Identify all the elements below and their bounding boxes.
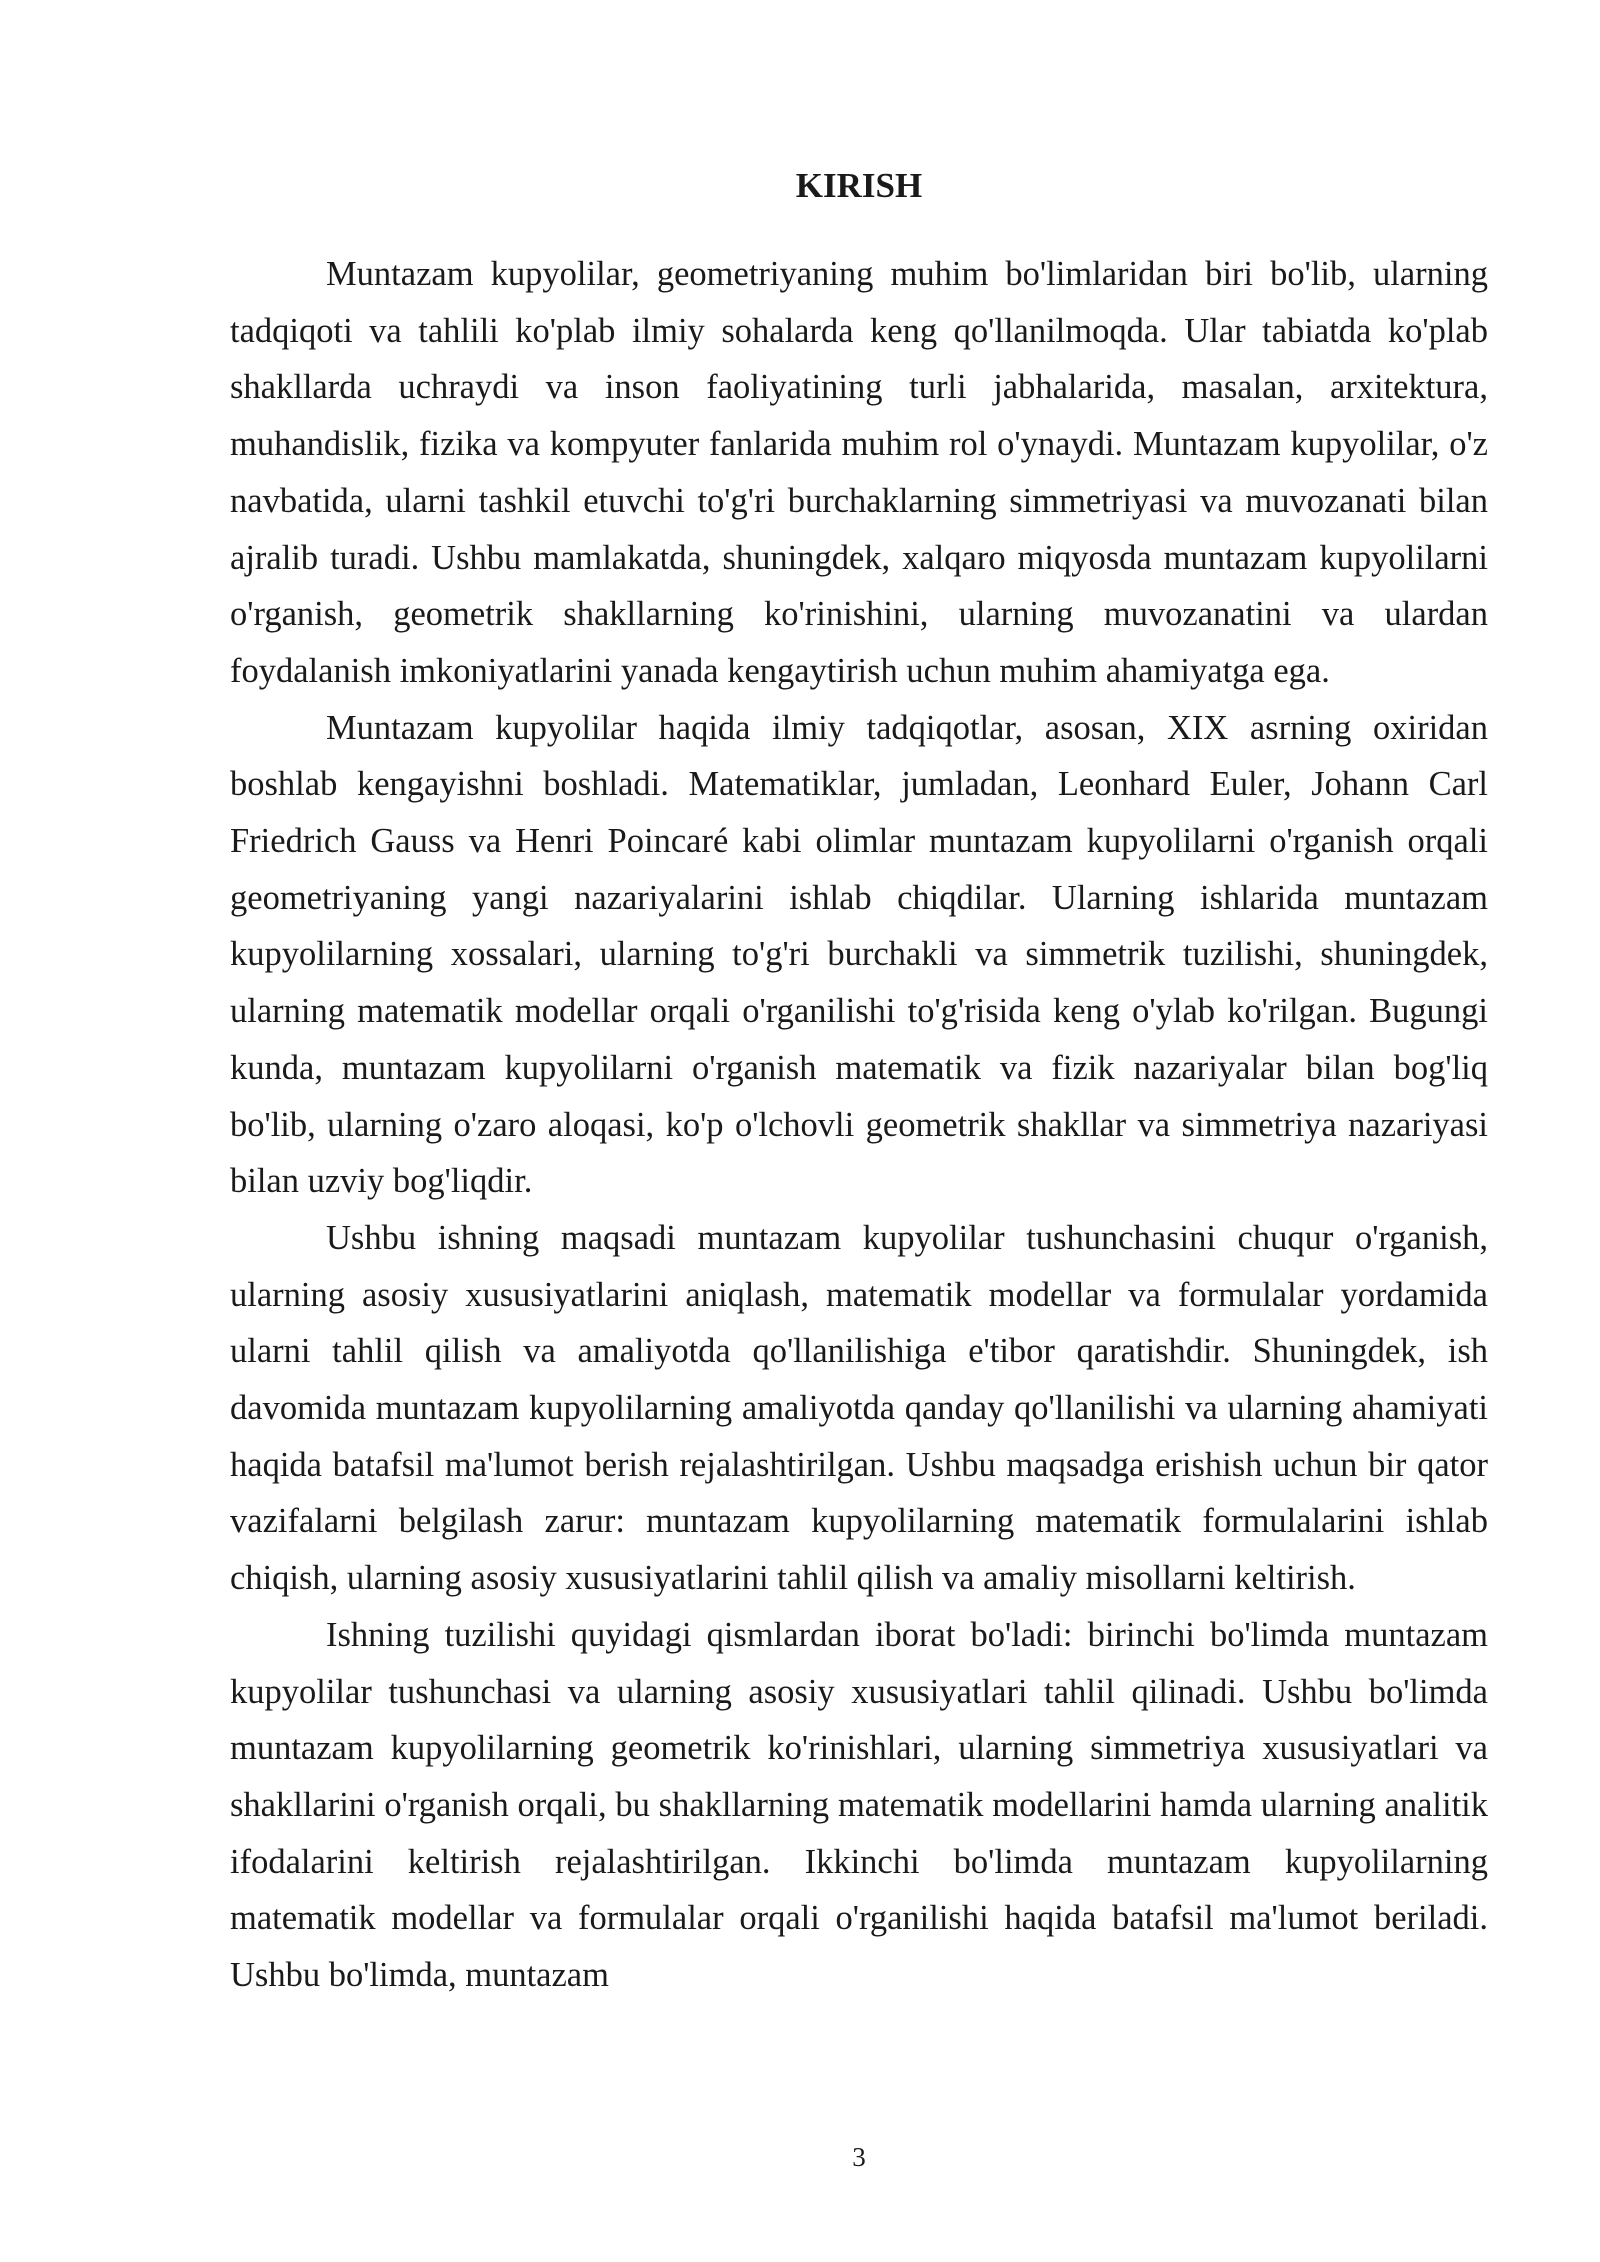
page-number: 3 [852, 2142, 866, 2172]
paragraph-1: Muntazam kupyolilar, geometriyaning muhim bo'limlaridan biri bo'lib, ularning tadqiqoti va tahlili ko'plab ilmiy sohalarda keng qo'llanilmoqda. Ular tabiatda ko'plab shakllarda uchraydi va inson faoliyatining turli jabhalarida, masalan, arxitektura, muhandislik, fizika va kompyuter fanlarida muhim rol o'ynaydi. Muntazam kupyolilar, o'z navbatida, ularni tashkil etuvchi to'g'ri burchaklarning simmetriyasi va muvozanati bilan ajralib turadi. Ushbu mamlakatda, shuningdek, xalqaro miqyosda muntazam kupyolilarni o'rganish, geometrik shakllarning ko'rinishini, ularning muvozanatini va ulardan foydalanish imkoniyatlarini yanada kengaytirish uchun muhim ahamiyatga ega. [230, 255, 1488, 690]
page-title: KIRISH [795, 166, 923, 205]
body-text [230, 246, 1488, 2174]
paragraph-3: Ushbu ishning maqsadi muntazam kupyolilar tushunchasini chuqur o'rganish, ularning asosiy xususiyatlarini aniqlash, matematik modellar va formulalar yordamida ularni tahlil qilish va amaliyotda qo'llanilishiga e'tibor qaratishdir. Shuningdek, ish davomida muntazam kupyolilarning amaliyotda qanday qo'llanilishi va ularning ahamiyati haqida batafsil ma'lumot berish rejalashtirilgan. Ushbu maqsadga erishish uchun bir qator vazifalarni belgilash zarur: muntazam kupyolilarning matematik formulalarini ishlab chiqish, ularning asosiy xususiyatlarini tahlil qilish va amaliy misollarni keltirish. [230, 1218, 1488, 1598]
paragraph-4: Ishning tuzilishi quyidagi qismlardan iborat bo'ladi: birinchi bo'limda muntazam kupyolilar tushunchasi va ularning asosiy xususiyatlari tahlil qilinadi. Ushbu bo'limda muntazam kupyolilarning geometrik ko'rinishlari, ularning simmetriya xususiyatlari va shakllarini o'rganish orqali, bu shakllarning matematik modellarini hamda ularning analitik ifodalarini keltirish rejalashtirilgan. Ikkinchi bo'limda muntazam kupyolilarning matematik modellar va formulalar orqali o'rganilishi haqida batafsil ma'lumot beriladi. Ushbu bo'limda, muntazam [230, 1615, 1488, 1995]
paragraph-2: Muntazam kupyolilar haqida ilmiy tadqiqotlar, asosan, XIX asrning oxiridan boshlab kengayishni boshladi. Matematiklar, jumladan, Leonhard Euler, Johann Carl Friedrich Gauss va Henri Poincaré kabi olimlar muntazam kupyolilarni o'rganish orqali geometriyaning yangi nazariyalarini ishlab chiqdilar. Ularning ishlarida muntazam kupyolilarning xossalari, ularning to'g'ri burchakli va simmetrik tuzilishi, shuningdek, ularning matematik modellar orqali o'rganilishi to'g'risida keng o'ylab ko'rilgan. Bugungi kunda, muntazam kupyolilarni o'rganish matematik va fizik nazariyalar bilan bog'liq bo'lib, ularning o'zaro aloqasi, ko'p o'lchovli geometrik shakllar va simmetriya nazariyasi bilan uzviy bog'liqdir. [230, 708, 1488, 1201]
